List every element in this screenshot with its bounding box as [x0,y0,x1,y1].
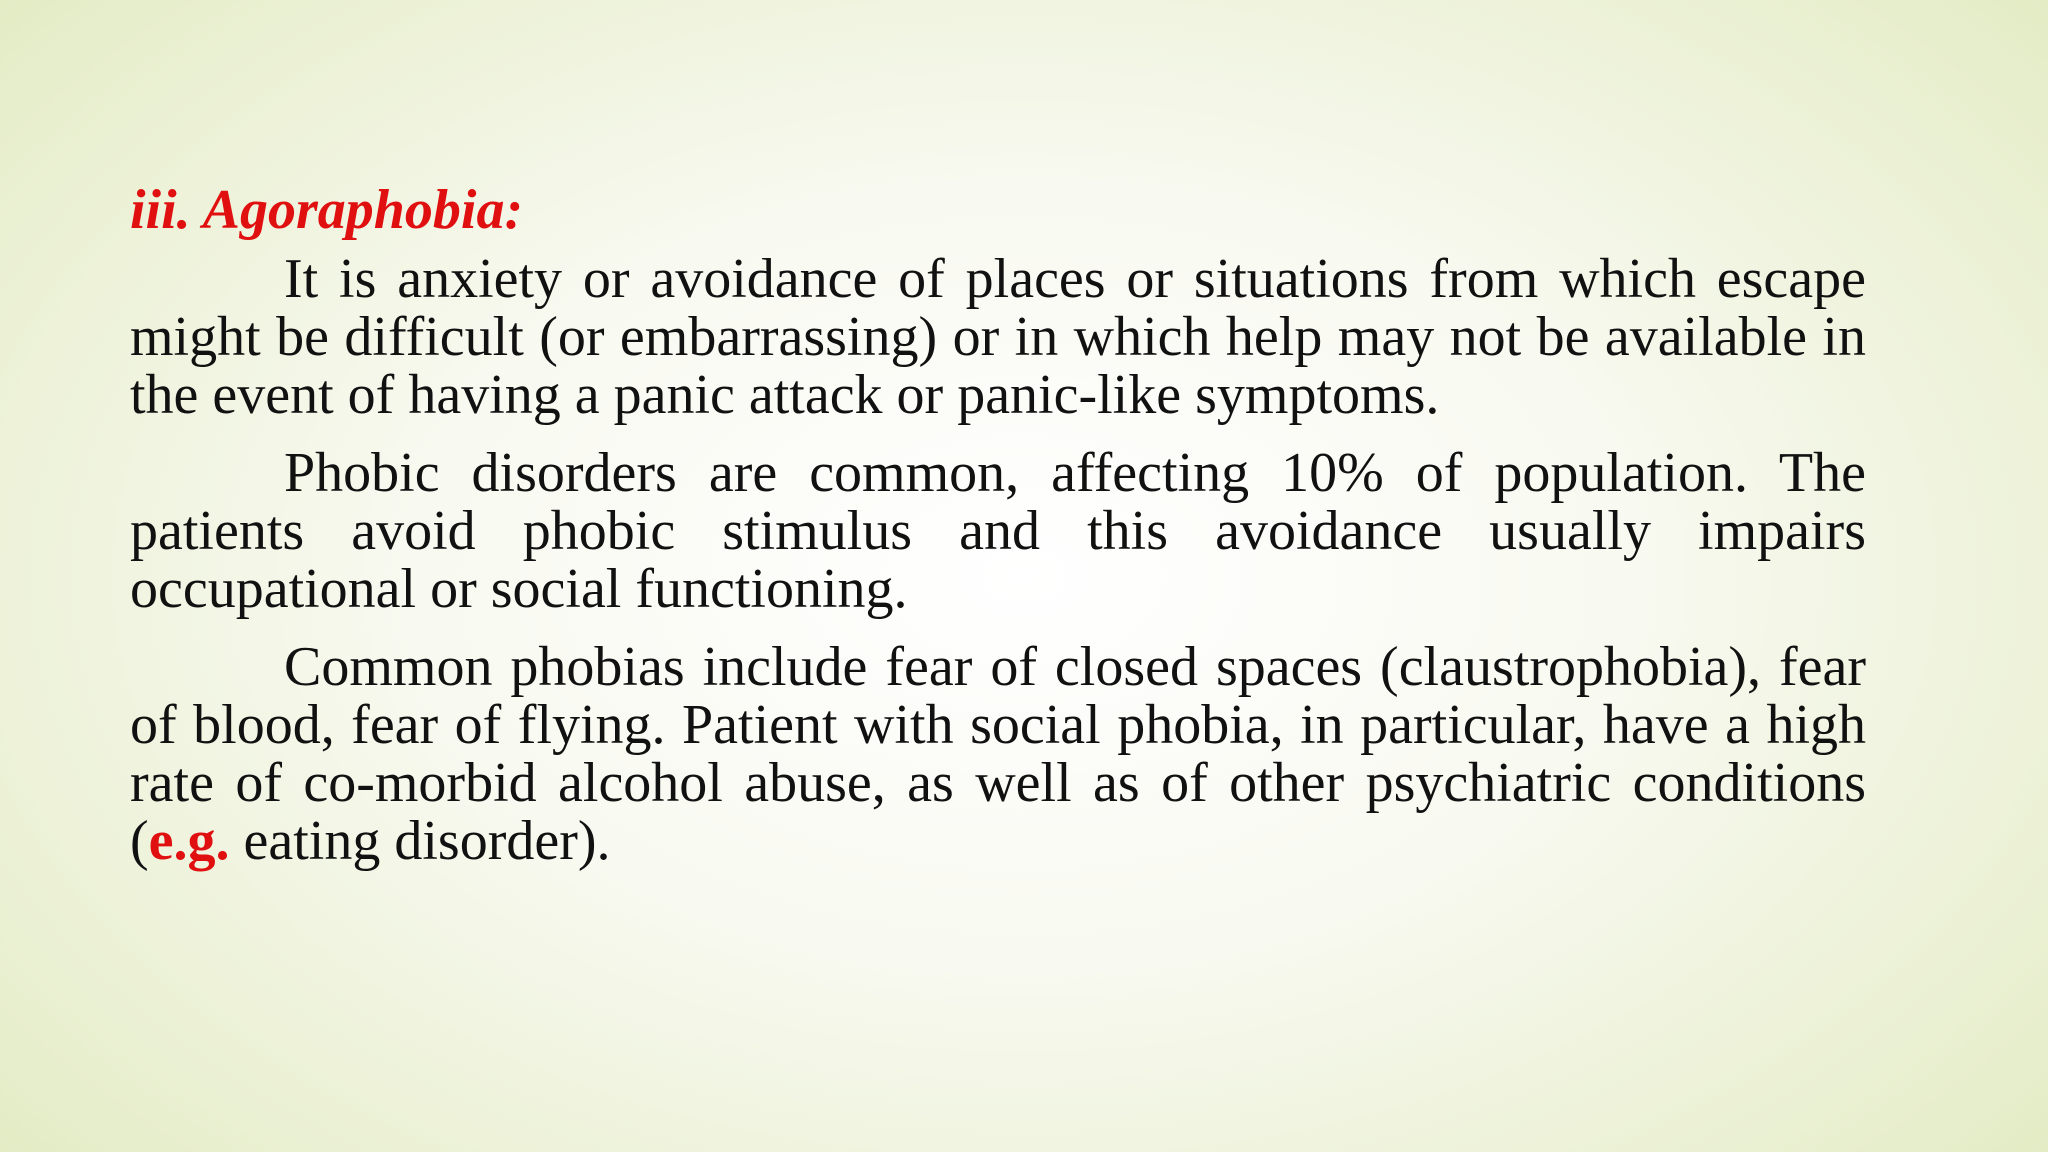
paragraph-text-before: Common phobias include fear of closed spaces (claustrophobia), fear of blood, fear of flying. Patient with social phobia, in particular, have a high rate of co-morbid alcohol abuse, as well as of other psychiatric conditions ( [130,636,1866,872]
paragraph-prevalence: Phobic disorders are common, affecting 10% of population. The patients avoid phobic stimulus and this avoidance usually impairs occupational or social functioning. [130,442,1866,620]
slide-heading: iii. Agoraphobia: [130,179,524,241]
slide-content [130,178,1866,890]
paragraph-text-after: eating disorder). [229,810,611,872]
paragraph-common-phobias [130,638,1866,870]
paragraph-definition: It is anxiety or avoidance of places or situations from which escape might be difficult (or embarrassing) or in which help may not be available in the event of having a panic attack or panic-like symptoms. [130,248,1866,426]
eg-highlight: e.g. [148,810,230,872]
